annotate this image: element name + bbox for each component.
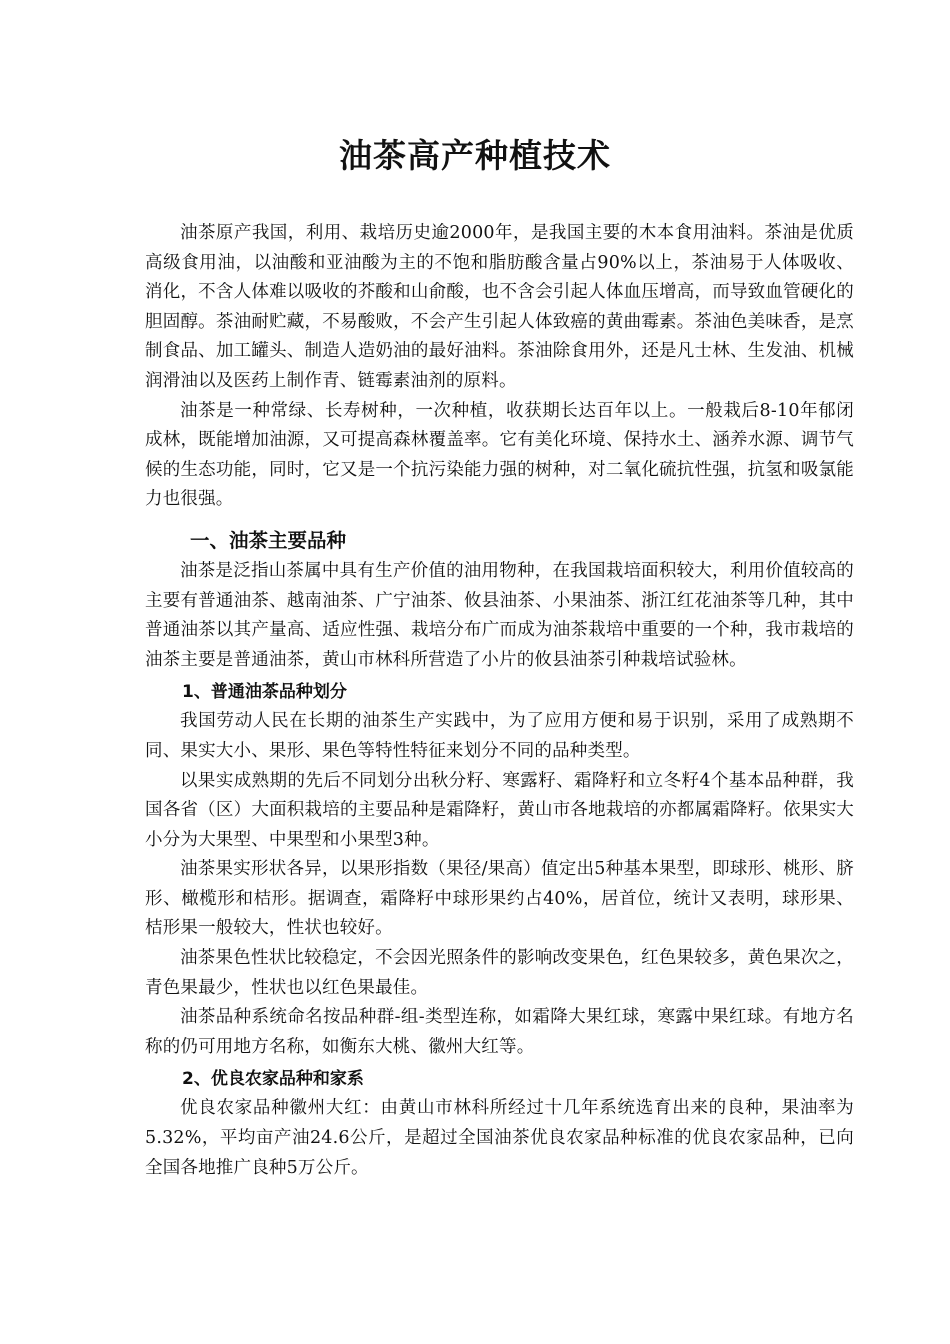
intro-paragraph-2: 油茶是一种常绿、长寿树种，一次种植，收获期长达百年以上。一般栽后8-10年郁闭成林，既能增加油源，又可提高森林覆盖率。它有美化环境、保持水土、涵养水源、调节气候的生态功能，同时，它又是一个抗污染能力强的树种，对二氧化硫抗性强，抗氢和吸氯能力也很强。 — [145, 400, 854, 510]
fine-variety-paragraph-1: 优良农家品种徽州大红：由黄山市林科所经过十几年系统选育出来的良种，果油率为5.32%，平均亩产油24.6公斤，是超过全国油茶优良农家品种标准的优良农家品种，已向全国各地推广良种5万公斤。 — [145, 1098, 854, 1178]
section-heading-varieties: 一、油茶主要品种 — [190, 528, 347, 552]
classification-paragraph-2: 以果实成熟期的先后不同划分出秋分籽、寒露籽、霜降籽和立冬籽4个基本品种群，我国各省（区）大面积栽培的主要品种是霜降籽，黄山市各地栽培的亦都属霜降籽。依果实大小分为大果型、中果型和小果型3种。 — [145, 770, 854, 850]
document-title: 油茶高产种植技术 — [339, 136, 611, 175]
section-paragraph: 油茶是泛指山茶属中具有生产价值的油用物种，在我国栽培面积较大，利用价值较高的主要有普通油茶、越南油茶、广宁油茶、攸县油茶、小果油茶、浙江红花油茶等几种，其中普通油茶以其产量高、适应性强、栽培分布广而成为油茶栽培中重要的一个种，我市栽培的油茶主要是普通油茶，黄山市林科所营造了小片的攸县油茶引种栽培试验林。 — [145, 560, 854, 670]
subsection-heading-classification: 1、普通油茶品种划分 — [182, 682, 347, 703]
intro-paragraph-1: 油茶原产我国，利用、栽培历史逾2000年，是我国主要的木本食用油料。茶油是优质高级食用油，以油酸和亚油酸为主的不饱和脂肪酸含量占90%以上，茶油易于人体吸收、消化，不含人体难以吸收的芥酸和山俞酸，也不含会引起人体血压增高，而导致血管硬化的胆固醇。茶油耐贮藏，不易酸败，不会产生引起人体致癌的黄曲霉素。茶油色美味香，是烹制食品、加工罐头、制造人造奶油的最好油料。茶油除食用外，还是凡士林、生发油、机械润滑油以及医药上制作青、链霉素油剂的原料。 — [145, 223, 854, 391]
document-body — [145, 219, 854, 1183]
classification-paragraph-4: 油茶果色性状比较稳定，不会因光照条件的影响改变果色，红色果较多，黄色果次之，青色果最少，性状也以红色果最佳。 — [145, 948, 854, 998]
subsection-heading-fine-varieties: 2、优良农家品种和家系 — [182, 1069, 364, 1090]
classification-paragraph-5: 油茶品种系统命名按品种群-组-类型连称，如霜降大果红球，寒露中果红球。有地方名称的仍可用地方名称，如衡东大桃、徽州大红等。 — [145, 1007, 854, 1057]
classification-paragraph-1: 我国劳动人民在长期的油茶生产实践中，为了应用方便和易于识别，采用了成熟期不同、果实大小、果形、果色等特性特征来划分不同的品种类型。 — [145, 711, 854, 761]
classification-paragraph-3: 油茶果实形状各异，以果形指数（果径/果高）值定出5种基本果型，即球形、桃形、脐形、橄榄形和桔形。据调查，霜降籽中球形果约占40%，居首位，统计又表明，球形果、桔形果一般较大，性状也较好。 — [145, 859, 854, 939]
